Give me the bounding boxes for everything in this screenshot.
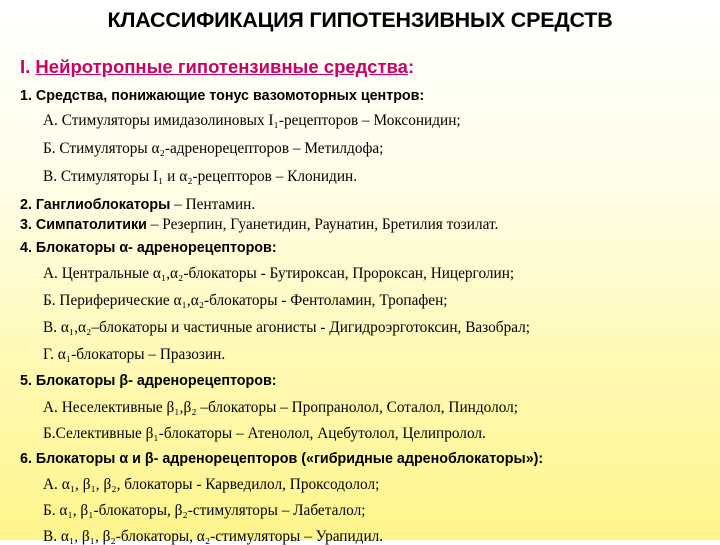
section-number: I. [20,56,36,77]
item-6c: В. α₁, β₁, β₂-блокаторы, α₂-стимуляторы – Урапидил. [43,528,384,545]
item-3 [20,217,498,232]
item-2-heading: 2. Ганглиоблокаторы [20,197,171,213]
item-2-text: – Пентамин. [170,196,256,213]
section-colon: : [407,56,415,77]
item-6a: А. α₁, β₁, β₂, блокаторы - Карведилол, Проксодолол; [43,476,380,493]
item-3-heading: 3. Симпатолитики [20,217,147,233]
item-2 [20,197,255,212]
item-6b: Б. α₁, β₁-блокаторы, β₂-стимуляторы – Лабеталол; [43,502,366,519]
item-4b: Б. Периферические α₁,α₂-блокаторы - Фентоламин, Тропафен; [43,292,448,309]
item-5a: А. Неселективные β₁,β₂ –блокаторы – Пропранолол, Соталол, Пиндолол; [43,399,519,416]
item-4c: В. α₁,α₂–блокаторы и частичные агонисты - Дигидроэрготоксин, Вазобрал; [43,319,531,336]
item-3-text: – Резерпин, Гуанетидин, Раунатин, Бретилия тозилат. [146,216,499,233]
item-1c: В. Стимуляторы I₁ и α₂-рецепторов – Клонидин. [43,168,358,185]
item-4a: А. Центральные α₁,α₂-блокаторы - Бутироксан, Пророксан, Ницерголин; [43,265,515,282]
item-4-heading: 4. Блокаторы α- адренорецепторов: [20,240,277,256]
item-1a: А. Стимуляторы имидазолиновых I₁-рецепторов – Моксонидин; [43,112,461,129]
item-5-heading: 5. Блокаторы β- адренорецепторов: [20,373,277,389]
item-6-heading: 6. Блокаторы α и β- адренорецепторов («гибридные адреноблокаторы»): [20,451,544,467]
item-5b: Б.Селективные β₁-блокаторы – Атенолол, Ацебутолол, Целипролол. [43,425,486,442]
item-4d: Г. α₁-блокаторы – Празозин. [43,346,226,363]
section-name: Нейротропные гипотензивные средства [35,56,408,77]
slide-title: КЛАССИФИКАЦИЯ ГИПОТЕНЗИВНЫХ СРЕДСТВ [107,8,613,32]
section-heading [20,58,414,77]
item-1b: Б. Стимуляторы α₂-адренорецепторов – Метилдофа; [43,140,384,157]
item-1-heading: 1. Средства, понижающие тонус вазомоторных центров: [20,88,425,104]
